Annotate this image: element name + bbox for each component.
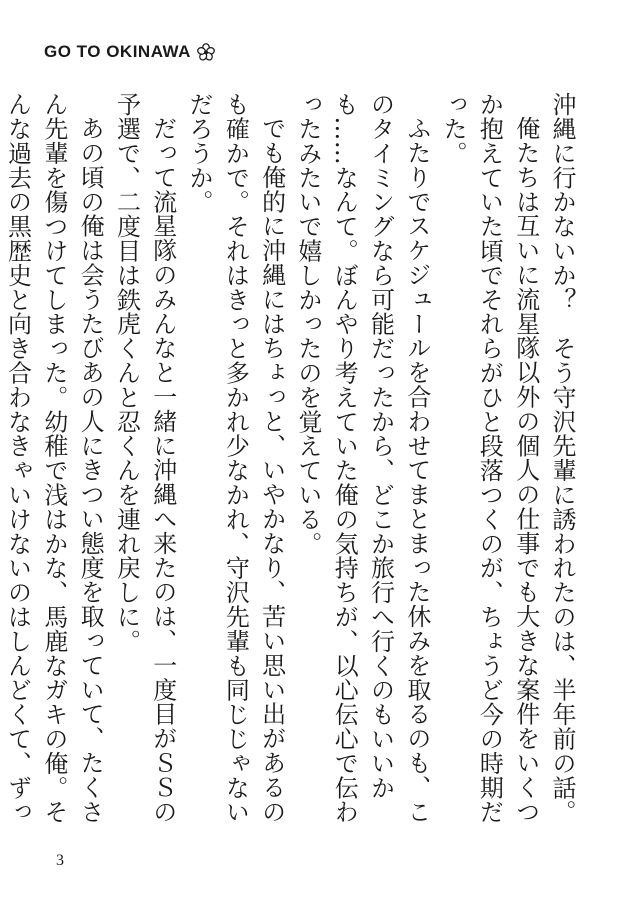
paragraph: だって流星隊のみんなと一緒に沖縄へ来たのは、一度目がＳＳの予選で、二度目は鉄虎くんと忍くんを連れ戻しに。 bbox=[112, 92, 177, 824]
running-header bbox=[44, 42, 215, 62]
page-number: 3 bbox=[56, 852, 64, 869]
paragraph: ふたりでスケジュールを合わせてまとまった休みを取るのも、このタイミングなら可能だったから、どこか旅行へ行くのもいいかも……なんて。ぼんやり考えていた俺の気持ちが、以心伝心で伝わったみたいで嬉しかったのを覚えている。 bbox=[293, 92, 431, 824]
running-header-title: GO TO OKINAWA bbox=[44, 42, 191, 61]
paragraph: でも俺的に沖縄にはちょっと、いやかなり、苦い思い出があるのも確かで。それはきっと多かれ少なかれ、守沢先輩も同じじゃないだろうか。 bbox=[185, 92, 286, 824]
hibiscus-flower-icon bbox=[197, 43, 215, 61]
paragraph: 俺たちは互いに流星隊以外の個人の仕事でも大きな案件をいくつか抱えていた頃でそれらがひと段落つくのが、ちょうど今の時期だった。 bbox=[439, 92, 540, 824]
body-text bbox=[3, 92, 580, 842]
paragraph: あの頃の俺は会うたびあの人にきつい態度を取っていて、たくさん先輩を傷つけてしまった。幼稚で浅はかな、馬鹿なガキの俺。そんな過去の黒歴史と向き合わなきゃいけないのはしんどくて、ずっ bbox=[3, 92, 105, 824]
paragraph: 沖縄に行かないか？ そう守沢先輩に誘われたのは、半年前の話。 bbox=[548, 92, 576, 824]
